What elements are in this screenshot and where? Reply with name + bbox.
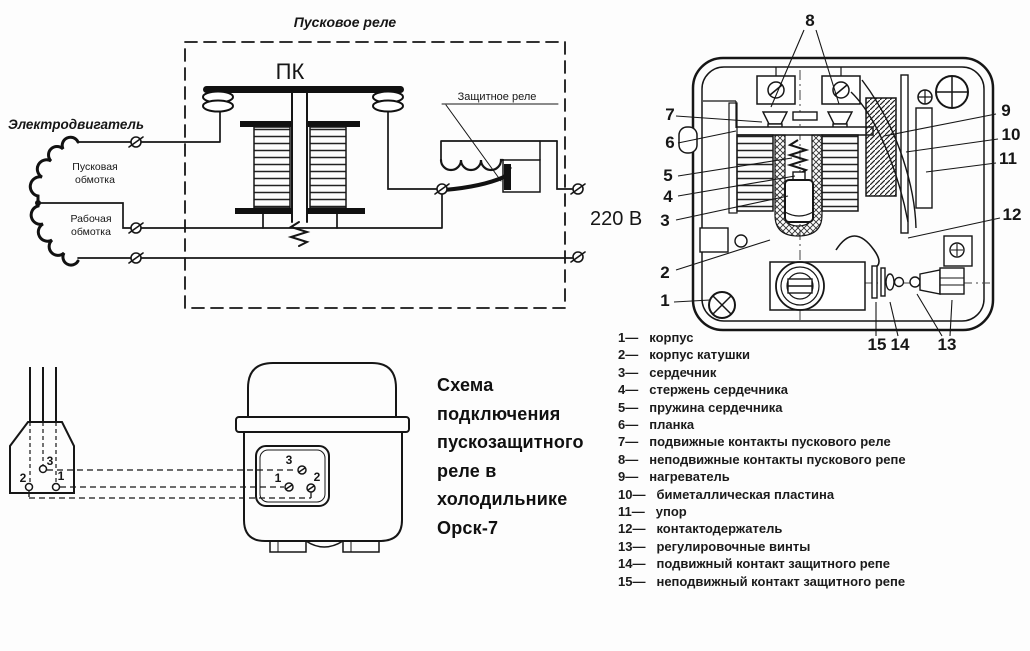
- callout-15: 15: [867, 335, 887, 354]
- legend-label: биметаллическая пластина: [656, 486, 835, 502]
- callout-14: 14: [890, 335, 910, 354]
- fixed-contact-right: [828, 112, 852, 124]
- relay-cutaway-drawing: [660, 11, 1021, 354]
- relay-title-label: Пусковое реле: [293, 14, 397, 30]
- start-winding-label-1: Пусковая: [72, 161, 118, 173]
- legend-num: 4: [618, 382, 626, 398]
- legend-num: 7: [618, 434, 626, 450]
- terminal-blocks: [757, 67, 860, 104]
- run-winding-label-1: Рабочая: [70, 213, 112, 225]
- caption-line: Орск-7: [437, 517, 499, 538]
- legend-item: [618, 451, 906, 468]
- coil-block-right: [822, 135, 858, 211]
- bridge-cap: [793, 112, 817, 120]
- callout-10: 10: [1001, 125, 1021, 144]
- legend-dash: —: [632, 573, 646, 589]
- legend-label: нагреватель: [649, 469, 730, 485]
- legend-dash: —: [625, 417, 639, 433]
- legend-dash: —: [632, 521, 646, 537]
- compressor-label-3: 3: [285, 453, 293, 467]
- legend-num: 14: [618, 556, 633, 572]
- callout-11: 11: [999, 149, 1017, 168]
- legend-dash: —: [625, 399, 639, 415]
- legend-label: корпус: [649, 330, 694, 345]
- heater-block: [866, 98, 896, 196]
- callout-13: 13: [937, 335, 957, 354]
- voltage-label: 220 В: [590, 208, 643, 230]
- legend-dash: —: [625, 469, 639, 485]
- compressor-foot-right: [343, 541, 379, 552]
- legend-label: неподвижные контакты пускового репе: [649, 451, 906, 467]
- legend-item: [618, 364, 906, 381]
- legend-dash: —: [632, 486, 646, 502]
- callout-3: 3: [660, 211, 670, 230]
- start-relay-schematic: [8, 14, 642, 308]
- caption-line: пускозащитного: [437, 432, 584, 452]
- winding-labels: [70, 161, 117, 238]
- legend-num: 6: [618, 417, 626, 433]
- legend-num: 8: [618, 451, 626, 467]
- legend-item: [618, 573, 906, 590]
- coil-top-bar-left: [240, 121, 292, 127]
- compressor-connection-drawing: [10, 363, 409, 552]
- plug-wires: [30, 367, 56, 422]
- callout-12: 12: [1002, 205, 1022, 224]
- legend-dash: —: [625, 364, 639, 380]
- core-spring: [790, 140, 806, 175]
- plug-label-1: 1: [57, 469, 65, 483]
- legend-item: [618, 381, 906, 398]
- legend-item: [618, 433, 906, 450]
- compressor-label-2: 2: [313, 470, 321, 484]
- start-winding-label-2: обмотка: [75, 174, 115, 186]
- legend-label: подвижные контакты пускового реле: [649, 434, 891, 450]
- caption-line: подключения: [437, 403, 561, 424]
- caption-line: Схема: [437, 375, 494, 395]
- legend-num: 3: [618, 364, 626, 380]
- coil-top-bar-right: [307, 121, 360, 127]
- legend-item: [618, 329, 906, 346]
- callout-5: 5: [663, 166, 673, 185]
- legend-num: 15: [618, 573, 633, 589]
- callout-9: 9: [1001, 101, 1011, 120]
- heater-element: [441, 160, 503, 170]
- legend-label: корпус катушки: [649, 347, 751, 363]
- legend-dash: —: [625, 434, 639, 450]
- callout-2: 2: [660, 263, 670, 282]
- contact-bridge-bar: [203, 86, 404, 93]
- legend-dash: —: [625, 330, 639, 345]
- legend-label: сердечник: [649, 364, 717, 380]
- legend-num: 2: [618, 347, 626, 363]
- legend-num: 12: [618, 521, 633, 537]
- legend-item: [618, 555, 906, 572]
- protective-contact-group: [872, 236, 972, 298]
- legend-dash: —: [631, 504, 645, 520]
- legend-dash: —: [625, 347, 639, 363]
- callout-6: 6: [665, 133, 675, 152]
- legend-label: регулировочные винты: [656, 538, 811, 554]
- plug-label-3: 3: [46, 454, 54, 468]
- legend-label: стержень сердечника: [649, 382, 788, 398]
- plug-label-2: 2: [19, 471, 27, 485]
- coil-block-left: [737, 135, 773, 211]
- adjust-screw-ball: [910, 277, 920, 287]
- fixed-contact-left: [763, 112, 787, 124]
- legend-dash: —: [625, 451, 639, 467]
- protective-relay-symbol: [441, 141, 557, 192]
- legend-label: неподвижный контакт защитного репе: [656, 573, 906, 589]
- pk-coil-label: ПК: [275, 59, 305, 84]
- legend-item: [618, 486, 906, 503]
- legend-label: упор: [655, 504, 687, 520]
- compressor-foot-left: [270, 541, 306, 552]
- legend-num: 10: [618, 486, 633, 502]
- coil-bottom-bar-left: [235, 208, 292, 214]
- legend-item: [618, 468, 906, 485]
- protective-movable-arm: [444, 177, 504, 190]
- coil-bottom-bar-right: [307, 208, 365, 214]
- compressor-body: [236, 363, 409, 552]
- legend-dash: —: [632, 538, 646, 554]
- bracket-pin: [735, 235, 747, 247]
- legend-num: 11: [618, 504, 632, 520]
- planka-bar: [733, 127, 873, 135]
- compressor-label-1: 1: [274, 471, 282, 485]
- stop-plate: [916, 108, 932, 208]
- left-bracket: [700, 228, 728, 252]
- schematic-terminals: [129, 137, 585, 263]
- protective-relay-label: Защитное реле: [457, 91, 537, 103]
- legend-dash: —: [632, 556, 646, 572]
- callout-1: 1: [660, 291, 670, 310]
- caption-line: реле в: [437, 460, 497, 481]
- diagram-caption: [437, 371, 584, 542]
- callout-8: 8: [805, 11, 815, 30]
- legend-label: подвижный контакт защитного репе: [656, 556, 890, 572]
- motor-label: Электродвигатель: [8, 117, 144, 132]
- legend-item: [618, 346, 906, 363]
- legend-item: [618, 416, 906, 433]
- legend-item: [618, 503, 906, 520]
- legend-label: контактодержатель: [656, 521, 783, 537]
- legend-num: 13: [618, 538, 633, 554]
- callout-4: 4: [663, 187, 673, 206]
- legend-num: 1: [618, 330, 626, 345]
- run-winding-label-2: обмотка: [71, 226, 111, 238]
- legend-num: 9: [618, 469, 626, 485]
- legend-item: [618, 520, 906, 537]
- plunger-spring: [291, 222, 307, 246]
- legend-num: 5: [618, 399, 626, 415]
- plunger-body: [292, 93, 307, 222]
- callout-7: 7: [665, 105, 675, 124]
- caption-line: холодильнике: [437, 489, 568, 509]
- legend-label: планка: [649, 417, 695, 433]
- legend-item: [618, 399, 906, 416]
- legend-dash: —: [625, 382, 639, 398]
- legend-label: пружина сердечника: [649, 399, 783, 415]
- parts-legend: [618, 329, 906, 590]
- plug-inner-wires: [30, 422, 56, 483]
- legend-item: [618, 538, 906, 555]
